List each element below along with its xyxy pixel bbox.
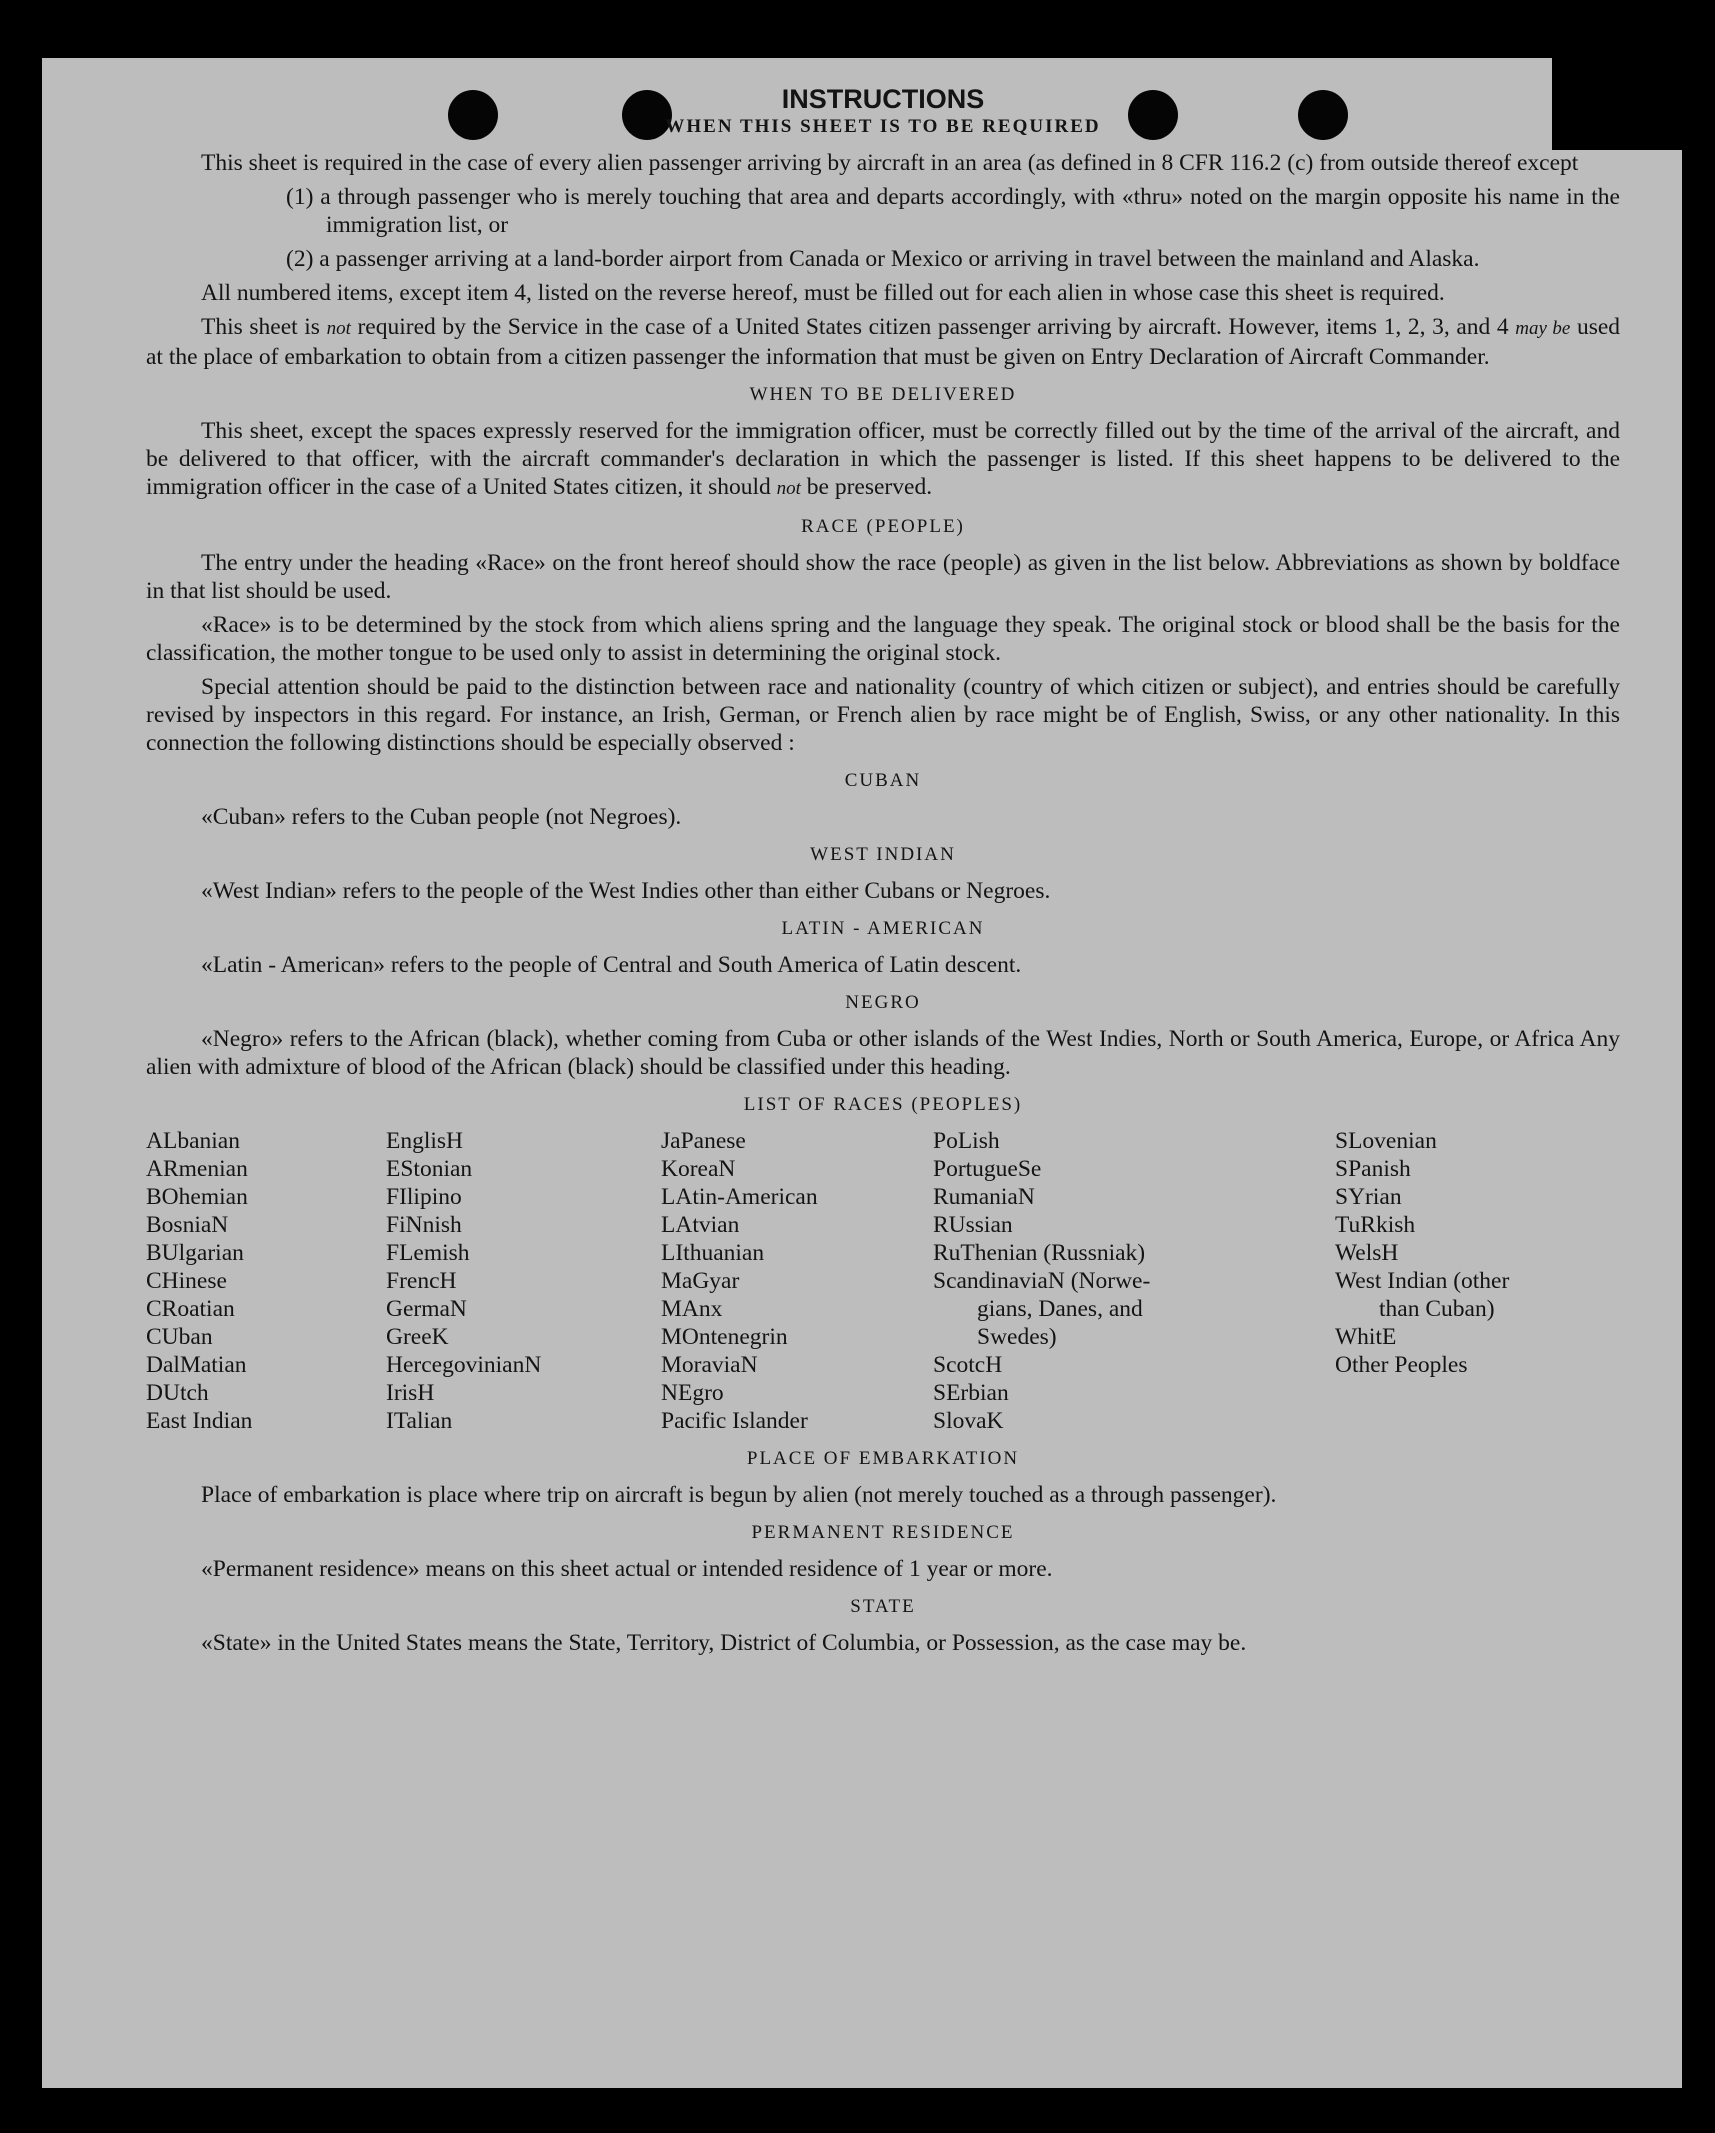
section-heading-latin-american: LATIN - AMERICAN bbox=[781, 918, 985, 939]
paragraph: «Cuban» refers to the Cuban people (not Negroes). bbox=[201, 804, 682, 830]
race-entry: ITalian bbox=[386, 1408, 453, 1434]
paragraph: «West Indian» refers to the people of the West Indies other than either Cubans or Negroes. bbox=[201, 878, 1051, 904]
italic-text: not bbox=[776, 478, 801, 499]
race-entry: LIthuanian bbox=[661, 1240, 765, 1266]
race-entry: EnglisH bbox=[386, 1128, 464, 1154]
race-column bbox=[933, 1127, 1335, 1435]
race-entry: EStonian bbox=[386, 1156, 473, 1182]
race-entry: West Indian (other bbox=[1335, 1268, 1510, 1294]
race-entry: FrencH bbox=[386, 1268, 457, 1294]
race-entry: LAtin-American bbox=[661, 1184, 818, 1210]
race-entry: BUlgarian bbox=[146, 1240, 244, 1266]
race-entry: WelsH bbox=[1335, 1240, 1399, 1266]
paragraph: «Race» is to be determined by the stock from which aliens spring and the language they speak. The original stock or blood shall be the basis for the classification, the mother tongue to be used only to assist in determining the original stock. bbox=[146, 612, 1620, 666]
paragraph: Special attention should be paid to the distinction between race and nationality (country of which citizen or subject), and entries should be carefully revised by inspectors in this regard. For instance, an Irish, German, or French alien by race might be of English, Swiss, or any other nationality. In this connection the following distinctions should be especially observed : bbox=[146, 674, 1620, 756]
race-entry: MoraviaN bbox=[661, 1352, 758, 1378]
race-entry: TuRkish bbox=[1335, 1212, 1416, 1238]
italic-text: may be bbox=[1515, 318, 1571, 339]
document-body bbox=[146, 83, 1620, 1663]
section-heading-residence: PERMANENT RESIDENCE bbox=[751, 1522, 1015, 1543]
race-entry: CRoatian bbox=[146, 1296, 235, 1322]
race-entry: FIlipino bbox=[386, 1184, 462, 1210]
italic-text: not bbox=[326, 318, 351, 339]
race-entry: HercegovinianN bbox=[386, 1352, 542, 1378]
text-span: used at the place of embarkation to obtain from a citizen passenger the information that must be given on Entry Declaration of Aircraft Commander. bbox=[146, 314, 1621, 370]
race-entry: ScotcH bbox=[933, 1352, 1003, 1378]
section-heading-state: STATE bbox=[850, 1596, 916, 1617]
race-column bbox=[386, 1127, 661, 1435]
race-entry: JaPanese bbox=[661, 1128, 746, 1154]
race-entry: BOhemian bbox=[146, 1184, 248, 1210]
paragraph: «Negro» refers to the African (black), whether coming from Cuba or other islands of the West Indies, North or South America, Europe, or Africa Any alien with admixture of blood of the African (black) should be classified under this heading. bbox=[146, 1026, 1620, 1080]
race-column bbox=[1335, 1127, 1595, 1435]
race-entry: Swedes) bbox=[977, 1324, 1057, 1350]
paragraph bbox=[146, 313, 1620, 371]
text-span: be preserved. bbox=[806, 474, 933, 500]
race-entry: RuThenian (Russniak) bbox=[933, 1240, 1146, 1266]
race-entry: PoLish bbox=[933, 1128, 1000, 1154]
paragraph: «Permanent residence» means on this sheet actual or intended residence of 1 year or more. bbox=[201, 1556, 1053, 1582]
race-entry: LAtvian bbox=[661, 1212, 740, 1238]
paragraph: This sheet is required in the case of every alien passenger arriving by aircraft in an area (as defined in 8 CFR 116.2 (c) from outside thereof except bbox=[201, 150, 1579, 176]
race-column bbox=[661, 1127, 933, 1435]
race-entry: Pacific Islander bbox=[661, 1408, 808, 1434]
race-entry: WhitE bbox=[1335, 1324, 1397, 1350]
instruction-sheet bbox=[42, 58, 1682, 2088]
page-title: INSTRUCTIONS bbox=[781, 84, 985, 114]
race-entry: SYrian bbox=[1335, 1184, 1402, 1210]
race-entry: BosniaN bbox=[146, 1212, 229, 1238]
paragraph bbox=[146, 417, 1620, 503]
race-entry: DUtch bbox=[146, 1380, 209, 1406]
race-entry: gians, Danes, and bbox=[977, 1296, 1143, 1322]
race-entry: DalMatian bbox=[146, 1352, 247, 1378]
race-entry: MOntenegrin bbox=[661, 1324, 788, 1350]
race-entry: MAnx bbox=[661, 1296, 723, 1322]
paragraph: «Latin - American» refers to the people of Central and South America of Latin descent. bbox=[201, 952, 1022, 978]
race-entry: ALbanian bbox=[146, 1128, 240, 1154]
race-entry: FiNnish bbox=[386, 1212, 462, 1238]
race-entry: PortugueSe bbox=[933, 1156, 1042, 1182]
race-entry: SLovenian bbox=[1335, 1128, 1437, 1154]
race-entry: MaGyar bbox=[661, 1268, 740, 1294]
section-heading-race: RACE (PEOPLE) bbox=[801, 516, 965, 537]
list-item: (1) a through passenger who is merely touching that area and departs accordingly, with «thru» noted on the margin opposite his name in the immigration list, or bbox=[286, 184, 1620, 238]
paragraph: «State» in the United States means the State, Territory, District of Columbia, or Possession, as the case may be. bbox=[201, 1630, 1247, 1656]
race-column bbox=[146, 1127, 386, 1435]
paragraph: All numbered items, except item 4, listed on the reverse hereof, must be filled out for each alien in whose case this sheet is required. bbox=[201, 280, 1445, 306]
race-entry: CHinese bbox=[146, 1268, 227, 1294]
section-heading-negro: NEGRO bbox=[845, 992, 921, 1013]
race-entry: RumaniaN bbox=[933, 1184, 1035, 1210]
section-heading-west-indian: WEST INDIAN bbox=[810, 844, 956, 865]
race-entry: FLemish bbox=[386, 1240, 470, 1266]
section-heading-embarkation: PLACE OF EMBARKATION bbox=[746, 1448, 1020, 1469]
race-entry: RUssian bbox=[933, 1212, 1013, 1238]
text-span: required by the Service in the case of a United States citizen passenger arriving by aircraft. However, items 1, 2, 3, and 4 bbox=[357, 314, 1509, 340]
section-heading-when-required: WHEN THIS SHEET IS TO BE REQUIRED bbox=[665, 116, 1101, 137]
paragraph: Place of embarkation is place where trip on aircraft is begun by alien (not merely touched as a through passenger). bbox=[201, 1482, 1277, 1508]
paragraph: The entry under the heading «Race» on the front hereof should show the race (people) as given in the list below. Abbreviations as shown by boldface in that list should be used. bbox=[146, 550, 1620, 604]
race-entry: than Cuban) bbox=[1379, 1296, 1495, 1322]
race-entry: ScandinaviaN (Norwe- bbox=[933, 1268, 1151, 1294]
race-entry: ARmenian bbox=[146, 1156, 248, 1182]
section-heading-list-of-races: LIST OF RACES (PEOPLES) bbox=[743, 1094, 1023, 1115]
race-list bbox=[146, 1127, 1620, 1435]
race-entry: SlovaK bbox=[933, 1408, 1004, 1434]
section-heading-when-delivered: WHEN TO BE DELIVERED bbox=[749, 384, 1017, 405]
list-item: (2) a passenger arriving at a land-border airport from Canada or Mexico or arriving in travel between the mainland and Alaska. bbox=[286, 246, 1480, 272]
text-span: This sheet is bbox=[201, 314, 320, 340]
text-span: This sheet, except the spaces expressly reserved for the immigration officer, must be correctly filled out by the time of the arrival of the aircraft, and be delivered to that officer, with the aircraft commander's declaration in which the passenger is listed. If this sheet happens to be delivered to the immigration officer in the case of a United States citizen, it should bbox=[146, 418, 1620, 500]
race-entry: East Indian bbox=[146, 1408, 253, 1434]
race-entry: GreeK bbox=[386, 1324, 449, 1350]
race-entry: NEgro bbox=[661, 1380, 724, 1406]
race-entry: IrisH bbox=[386, 1380, 435, 1406]
race-entry: GermaN bbox=[386, 1296, 467, 1322]
race-entry: Other Peoples bbox=[1335, 1352, 1468, 1378]
race-entry: SPanish bbox=[1335, 1156, 1411, 1182]
section-heading-cuban: CUBAN bbox=[844, 770, 922, 791]
race-entry: SErbian bbox=[933, 1380, 1009, 1406]
race-entry: CUban bbox=[146, 1324, 213, 1350]
race-entry: KoreaN bbox=[661, 1156, 736, 1182]
